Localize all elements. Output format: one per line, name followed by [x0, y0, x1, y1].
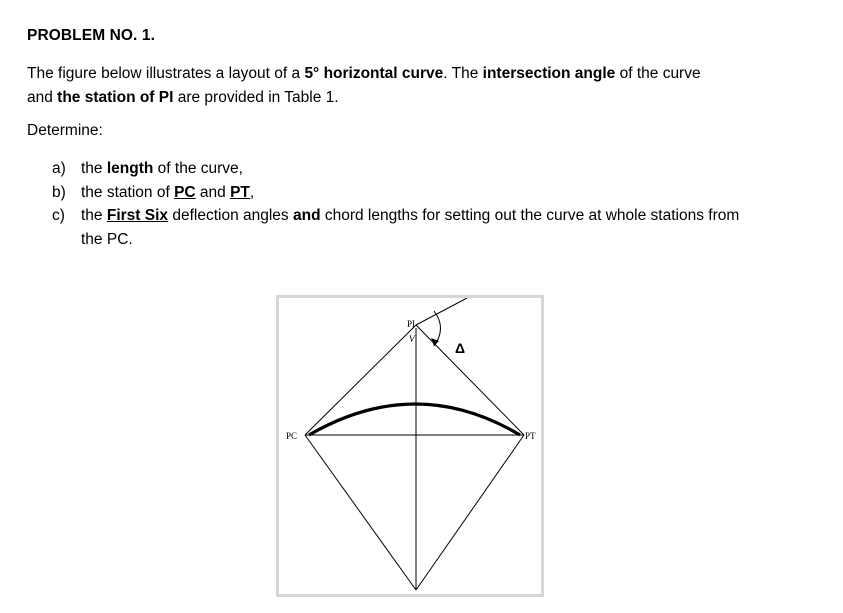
intro-text-3: of the curve and — [27, 65, 701, 106]
label-pt: PT — [525, 431, 536, 441]
tangent-pc-pi — [305, 325, 416, 435]
item-bold: length — [106, 160, 154, 177]
intro-text-2: . The — [443, 65, 483, 82]
item-text: and — [195, 183, 231, 201]
label-v: V — [409, 334, 415, 344]
intro-text-1: The figure below illustrates a layout of a — [27, 65, 305, 82]
radius-pt — [416, 435, 524, 590]
problem-title: PROBLEM NO. 1. — [27, 27, 155, 44]
tangent-pi-pt — [416, 325, 524, 435]
label-pc: PC — [286, 431, 298, 441]
curve-arc — [309, 404, 520, 435]
determine-label: Determine: — [27, 122, 103, 139]
list-item — [52, 157, 752, 181]
problem-intro — [27, 62, 727, 109]
list-marker: b) — [52, 183, 66, 201]
label-pi: PI — [407, 319, 416, 329]
curve-figure — [276, 295, 544, 597]
item-text: the — [81, 207, 107, 224]
intro-station-pi: the station of PI — [57, 88, 174, 106]
label-delta: Δ — [455, 340, 466, 356]
list-item — [52, 204, 752, 251]
intro-text-4: are provided in Table 1. — [173, 88, 339, 106]
item-text: the — [81, 160, 107, 177]
tangent-extension — [416, 298, 467, 325]
item-text: the station of — [81, 183, 175, 201]
radius-pc — [305, 435, 416, 590]
item-text: of the curve, — [153, 160, 243, 177]
item-text: deflection angles — [168, 207, 293, 224]
intro-intersection-angle: intersection angle — [482, 65, 616, 82]
item-text: , — [249, 183, 255, 201]
item-text: chord lengths for setting out the curve at whole stations from the PC. — [81, 207, 740, 248]
list-marker: a) — [52, 160, 66, 177]
list-marker: c) — [52, 207, 65, 224]
item-underline-pc: PC — [174, 183, 196, 201]
list-item — [52, 181, 752, 205]
item-underline-first-six: First Six — [106, 207, 169, 224]
curve-diagram — [279, 298, 541, 594]
item-underline-pt: PT — [230, 183, 250, 201]
intro-curve-degree: 5° horizontal curve — [304, 65, 444, 82]
task-list — [52, 157, 752, 251]
item-bold: and — [292, 207, 321, 224]
